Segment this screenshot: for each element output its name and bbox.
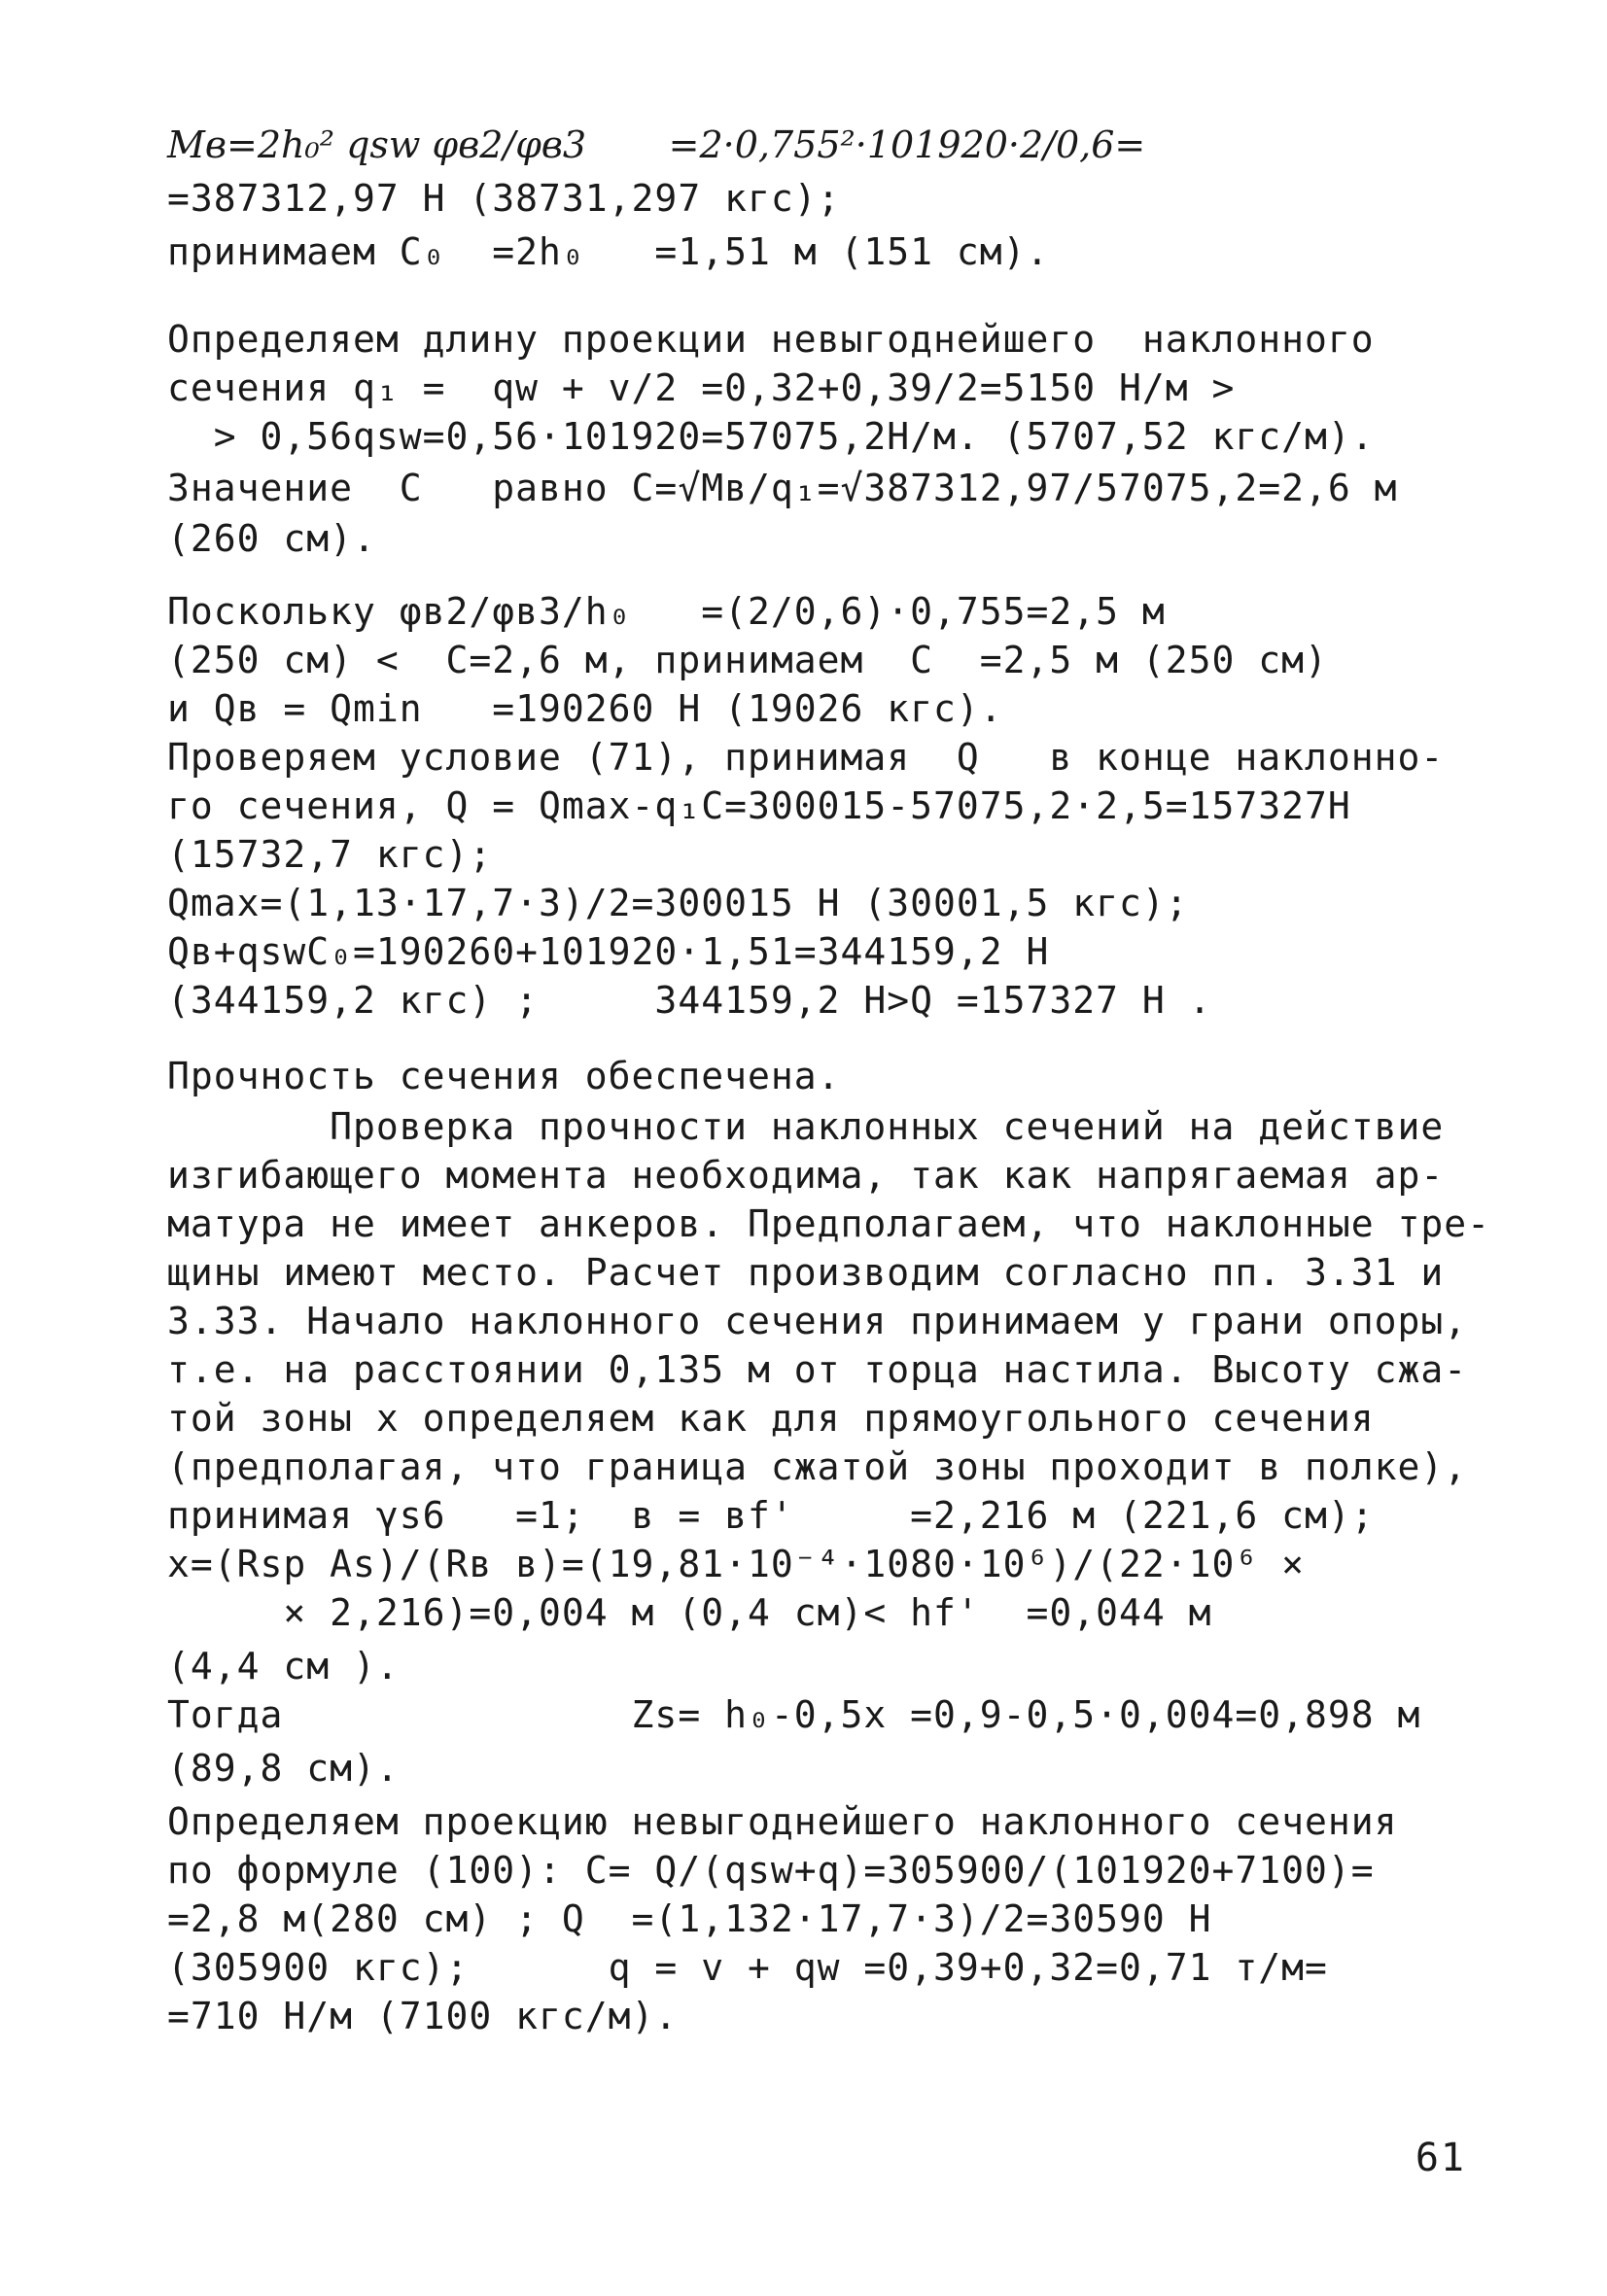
paragraph-line-22: щины имеют место. Расчет производим согласно пп. 3.31 и [167,1251,1445,1294]
formula-line-34: по формуле (100): C= Q/(qsw+q)=305900/(101920+7100)= [167,1849,1375,1892]
formula-line-35: =2,8 м(280 см) ; Q =(1,132·17,7·3)/2=30590 Н [167,1897,1212,1940]
text-line-33: Определяем проекцию невыгоднейшего наклонного сечения [167,1800,1398,1843]
formula-line-15: Qmax=(1,13·17,7·3)/2=300015 Н (30001,5 кгс); [167,882,1189,924]
formula-line-28: x=(Rsp As)/(Rв в)=(19,81·10⁻⁴·1080·10⁶)/(22·10⁶ × [167,1543,1306,1585]
text-line-7: Значение C равно C=√Mв/q₁=√387312,97/57075,2=2,6 м [167,467,1398,509]
formula-line-6: > 0,56qsw=0,56·101920=57075,2Н/м. (5707,52 кгс/м). [167,415,1375,458]
text-line-14: (15732,7 кгс); [167,833,493,876]
text-line-12: Проверяем условие (71), принимая Q в конце наклонно- [167,736,1445,779]
text-line-3: принимаем C₀ =2h₀ =1,51 м (151 см). [167,230,1050,273]
text-line-13: го сечения, Q = Qmax-q₁C=300015-57075,2·2,5=157327Н [167,784,1351,827]
text-line-4: Определяем длину проекции невыгоднейшего наклонного [167,318,1375,361]
paragraph-line-27: принимая γs6 =1; в = вf' =2,216 м (221,6 см); [167,1494,1375,1537]
text-line-5: сечения q₁ = qw + v/2 =0,32+0,39/2=5150 Н/м > [167,366,1236,409]
page-number: 61 [1415,2136,1466,2180]
paragraph-line-19: Проверка прочности наклонных сечений на действие [167,1105,1445,1148]
formula-line-1: Mв=2h₀² qsw φв2/φв3 =2·0,755²·101920·2/0,6= [167,123,1146,166]
paragraph-line-26: (предполагая, что граница сжатой зоны проходит в полке), [167,1445,1468,1488]
text-line-10: (250 см) < С=2,6 м, принимаем C =2,5 м (250 см) [167,639,1328,681]
paragraph-line-25: той зоны х определяем как для прямоугольного сечения [167,1397,1375,1440]
text-line-8: (260 см). [167,517,376,560]
paragraph-line-24: т.е. на расстоянии 0,135 м от торца настила. Высоту сжа- [167,1348,1468,1391]
text-line-18: Прочность сечения обеспечена. [167,1055,841,1097]
formula-line-36: (305900 кгс); q = v + qw =0,39+0,32=0,71 т/м= [167,1946,1328,1989]
text-line-32: (89,8 см). [167,1747,400,1790]
text-line-9: Поскольку φв2/φв3/h₀ =(2/0,6)·0,755=2,5 м [167,590,1166,633]
formula-line-16: Qв+qswC₀=190260+101920·1,51=344159,2 Н [167,930,1050,973]
paragraph-line-21: матура не имеет анкеров. Предполагаем, что наклонные тре- [167,1202,1491,1245]
formula-line-29: × 2,216)=0,004 м (0,4 см)< hf' =0,044 м [167,1591,1212,1634]
text-line-30: (4,4 см ). [167,1645,400,1687]
text-line-11: и Qв = Qmin =190260 Н (19026 кгс). [167,687,1003,730]
paragraph-line-20: изгибающего момента необходима, так как напрягаемая ар- [167,1154,1445,1197]
formula-line-31: Тогда Zs= h₀-0,5x =0,9-0,5·0,004=0,898 м [167,1693,1421,1736]
paragraph-line-23: 3.33. Начало наклонного сечения принимаем у грани опоры, [167,1300,1468,1342]
text-line-17: (344159,2 кгс) ; 344159,2 Н>Q =157327 Н . [167,979,1212,1022]
formula-line-2: =387312,97 Н (38731,297 кгс); [167,177,841,220]
text-line-37: =710 Н/м (7100 кгс/м). [167,1995,679,2037]
